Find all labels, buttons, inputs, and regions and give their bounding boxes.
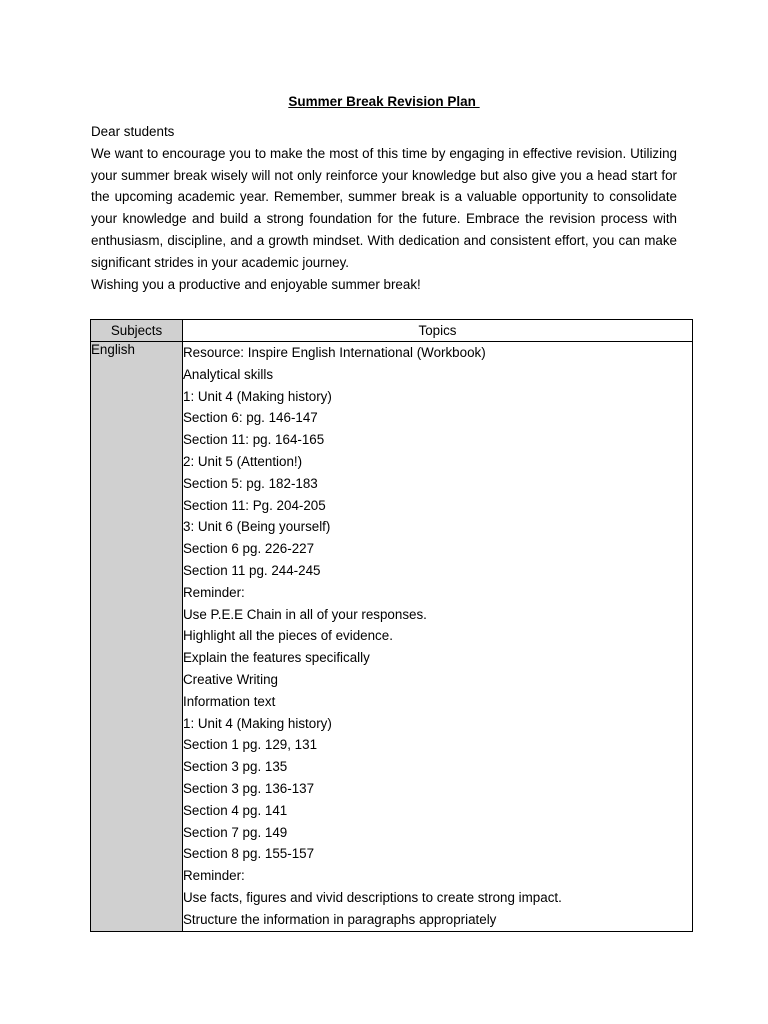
topic-line: Analytical skills — [183, 366, 274, 382]
greeting: Dear students — [91, 124, 175, 139]
subjects-header: Subjects — [91, 320, 183, 342]
topic-line: Reminder: — [183, 584, 245, 600]
topic-line: 3: Unit 6 (Being yourself) — [183, 519, 331, 535]
topic-line: Reminder: — [183, 868, 245, 884]
document-title: Summer Break Revision Plan — [288, 94, 480, 109]
topic-line: Section 11 pg. 244-245 — [183, 562, 321, 578]
topic-line: Structure the information in paragraphs appropriately — [183, 911, 497, 927]
topic-line: Use P.E.E Chain in all of your responses. — [183, 606, 427, 622]
subject-cell: English — [91, 342, 183, 932]
revision-plan-table — [90, 319, 693, 932]
topics-header: Topics — [183, 320, 693, 342]
topic-line: 2: Unit 5 (Attention!) — [183, 453, 303, 469]
topic-line: 1: Unit 4 (Making history) — [183, 715, 332, 731]
topic-line: Creative Writing — [183, 671, 279, 687]
topics-cell — [183, 342, 693, 932]
intro-paragraph: We want to encourage you to make the most of this time by engaging in effective revision. Utilizing your summer break wisely will not only reinforce your knowledge but also give you a head start for the upcoming academic year. Remember, summer break is a valuable opportunity to consolidate your knowledge and build a strong foundation for the future. Embrace the revision process with enthusiasm, discipline, and a growth mindset. With dedication and consistent effort, you can make significant strides in your academic journey. — [91, 145, 677, 270]
topic-line: Section 6: pg. 146-147 — [183, 410, 318, 426]
topic-line: Highlight all the pieces of evidence. — [183, 628, 393, 644]
topic-line: Section 7 pg. 149 — [183, 824, 288, 840]
letter-body — [91, 121, 677, 295]
topic-line: Section 8 pg. 155-157 — [183, 846, 315, 862]
topic-line: Section 1 pg. 129, 131 — [183, 737, 318, 753]
closing-line: Wishing you a productive and enjoyable summer break! — [91, 276, 421, 292]
topic-line: Resource: Inspire English International (Workbook) — [183, 345, 486, 360]
topic-line: Section 6 pg. 226-227 — [183, 541, 315, 557]
topic-line: Section 5: pg. 182-183 — [183, 475, 318, 491]
topic-line: Section 3 pg. 136-137 — [183, 780, 315, 796]
topic-line: Section 11: pg. 164-165 — [183, 432, 325, 448]
topic-line: Use facts, figures and vivid descriptions to create strong impact. — [183, 889, 562, 905]
table-row — [91, 342, 693, 932]
topic-line: 1: Unit 4 (Making history) — [183, 388, 332, 404]
topic-line: Section 3 pg. 135 — [183, 759, 288, 775]
topic-line: Section 4 pg. 141 — [183, 802, 288, 818]
topic-line: Information text — [183, 693, 276, 709]
topic-line: Explain the features specifically — [183, 650, 370, 666]
topic-line: Section 11: Pg. 204-205 — [183, 497, 326, 513]
table-header-row — [91, 320, 693, 342]
